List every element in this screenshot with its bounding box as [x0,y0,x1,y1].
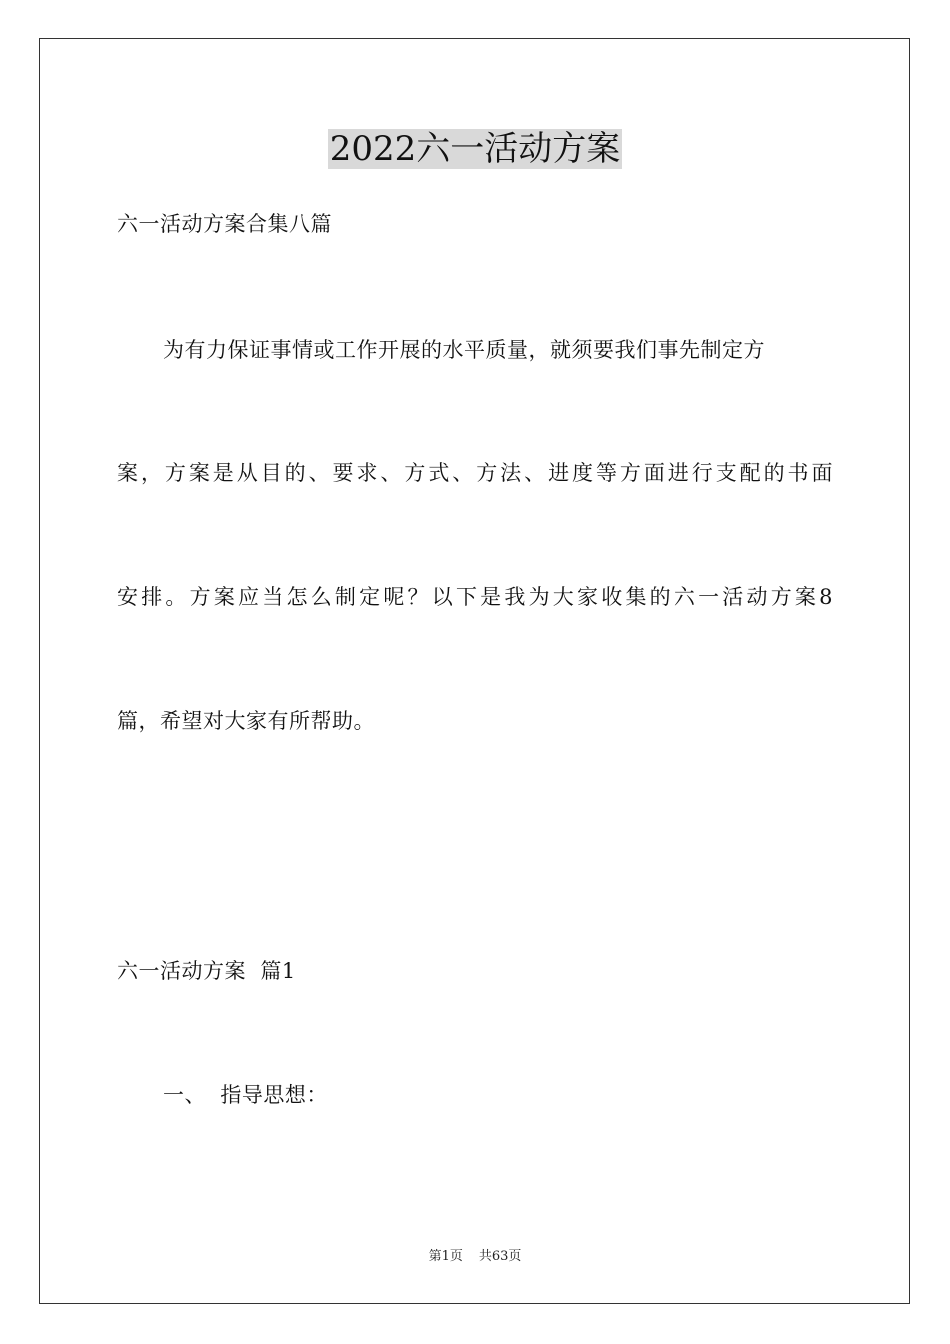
page-footer [0,1248,950,1266]
intro-line-1: 为有力保证事情或工作开展的水平质量，就须要我们事先制定方 [163,338,765,362]
subsection-heading: 一、 指导思想： [163,1083,328,1107]
intro-line-3: 安排。方案应当怎么制定呢？以下是我为大家收集的六一活动方案8 [117,585,833,609]
document-title [0,126,950,172]
page-total: 共63页 [478,1249,522,1264]
intro-line-4: 篇，希望对大家有所帮助。 [117,709,375,733]
intro-line-2: 案，方案是从目的、要求、方式、方法、进度等方面进行支配的书面 [117,461,833,485]
document-subtitle: 六一活动方案合集八篇 [117,212,332,236]
document-title-text: 2022六一活动方案 [329,129,621,169]
section-heading: 六一活动方案 篇1 [117,959,296,983]
page-number: 第1页 [428,1249,463,1264]
